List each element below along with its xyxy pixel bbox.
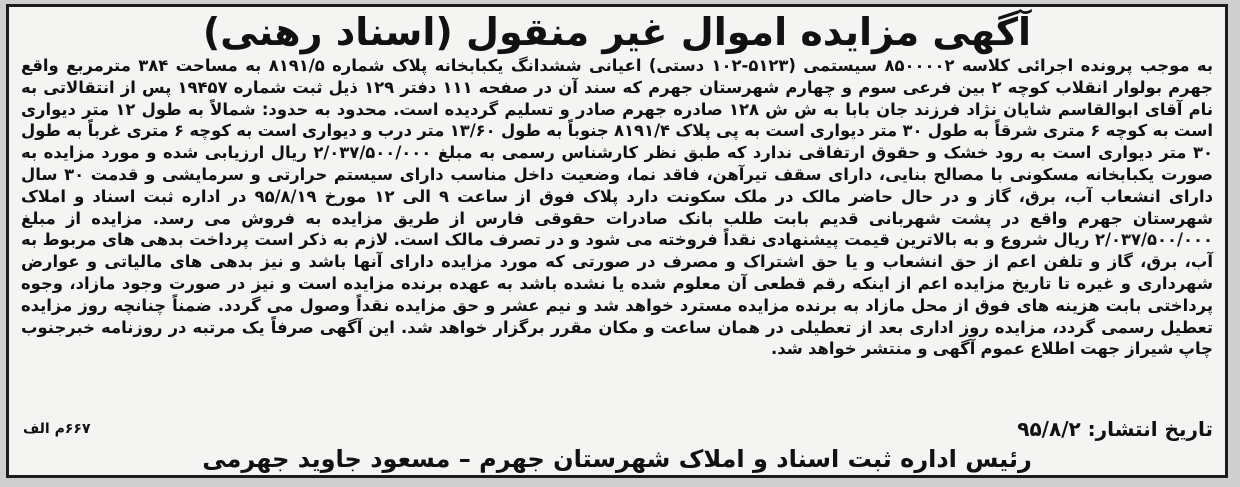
publication-row: [9, 417, 1225, 443]
notice-code: ۶۶۷م الف: [23, 421, 91, 437]
notice-title: آگهی مزایده اموال غیر منقول (اسناد رهنی): [202, 10, 1032, 54]
auction-notice: [6, 4, 1228, 478]
publish-date: تاریخ انتشار: ۹۵/۸/۲: [1017, 417, 1213, 441]
signature: رئیس اداره ثبت اسناد و املاک شهرستان جهرم – مسعود جاوید جهرمی: [202, 445, 1032, 473]
notice-body: به موجب پرونده اجرائی کلاسه ۸۵۰۰۰۰۲ سیستمی (۵۱۲۳-۱۰۲ دستی) اعیانی ششدانگ یکبابخانه پلاک شماره ۸۱۹۱/۵ به مساحت ۳۸۴ مترمربع واقع جهرم بولوار انقلاب کوچه ۲ بین فرعی سوم و چهارم شهرستان جهرم که سند آن در صفحه ۱۱۱ دفتر ۱۲۹ ذیل ثبت شماره ۱۹۴۵۷ پس از انتقالاتی به نام آقای ابوالقاسم شایان نژاد فرزند جان بابا به ش ش ۱۲۸ صادره جهرم صادر و تسلیم گردیده است. محدود به حدود: شمالاً به طول ۱۲ متر دیواری است به کوچه ۶ متری شرقاً به طول ۳۰ متر دیواری است به پی پلاک ۸۱۹۱/۴ جنوباً به طول ۱۳/۶۰ متر درب و دیواری است به کوچه ۶ متری غرباً به طول ۳۰ متر دیواری است به رود خشک و حقوق ارتفاقی ندارد که طبق نظر کارشناس رسمی به مبلغ ۲/۰۳۷/۵۰۰/۰۰۰ ریال ارزیابی شده و مورد مزایده به صورت یکبابخانه مسکونی با مصالح بنایی، دارای سقف تیرآهن، فاقد نما، وضعیت داخل مناسب دارای سیستم حرارتی و سرمایشی و قدمت ۳۰ سال دارای انشعاب آب، برق، گاز و در حال حاضر مالک در ملک سکونت دارد پلاک فوق از ساعت ۹ الی ۱۲ مورخ ۹۵/۸/۱۹ در اداره ثبت اسناد و املاک شهرستان جهرم واقع در پشت شهربانی قدیم بابت طلب بانک صادرات حقوقی فارس از طریق مزایده به فروش می رسد. مزایده از مبلغ ۲/۰۳۷/۵۰۰/۰۰۰ ریال شروع و به بالاترین قیمت پیشنهادی نقداً فروخته می شود و در تصرف مالک است. لازم به ذکر است پرداخت بدهی های مربوط به آب، برق، گاز و تلفن اعم از حق انشعاب و یا حق اشتراک و مصرف در صورتی که مورد مزایده دارای آنها باشد و نیز بدهی های مالیاتی و عوارض شهرداری و غیره تا تاریخ مزایده اعم از اینکه رقم قطعی آن معلوم شده یا نشده باشد به عهده برنده مزایده است و نیز در صورت وجود مازاد، وجوه پرداختی بابت هزینه های فوق از محل مازاد به برنده مزایده مسترد خواهد شد و نیم عشر و حق مزایده نقداً وصول می گردد. ضمناً چنانچه روز مزایده تعطیل رسمی گردد، مزایده روز اداری بعد از تعطیلی در همان ساعت و مکان مقرر برگزار خواهد شد. این آگهی صرفاً یک مرتبه در روزنامه خبرجنوب چاپ شیراز جهت اطلاع عموم آگهی و منتشر خواهد شد.: [21, 56, 1213, 359]
watermark: [49, 21, 189, 61]
